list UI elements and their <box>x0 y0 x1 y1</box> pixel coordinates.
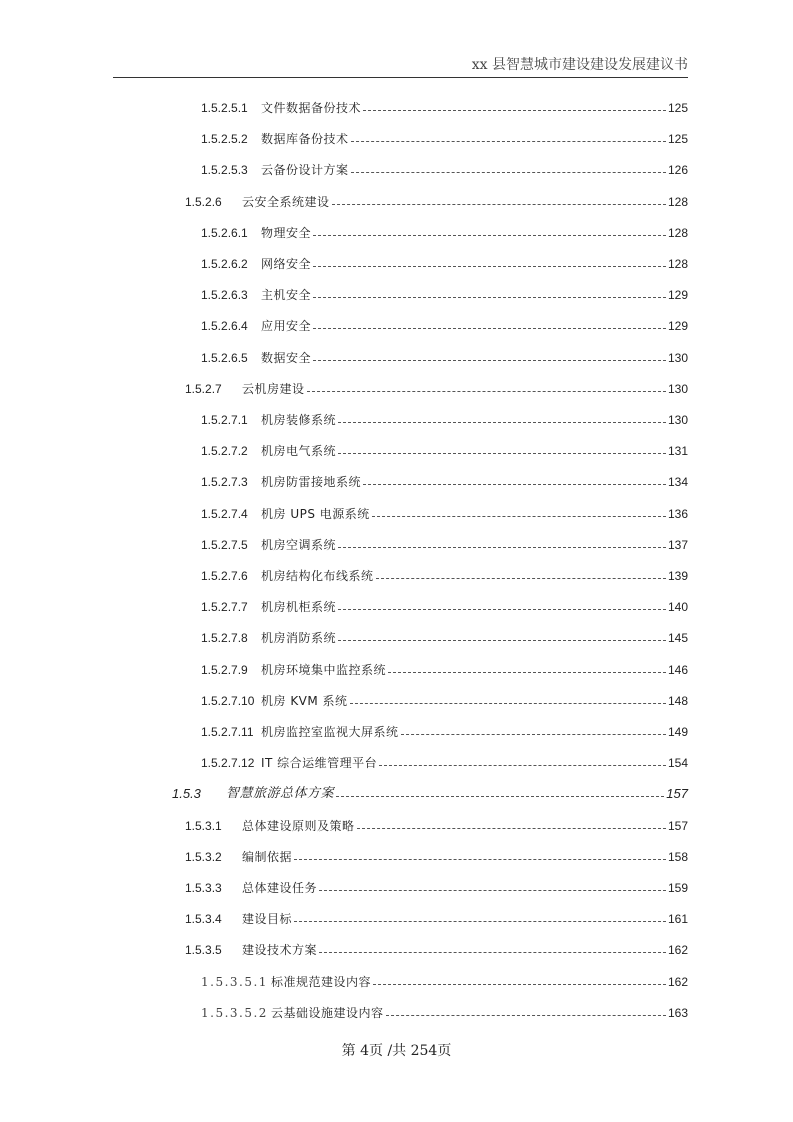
toc-entry-page: 157 <box>666 786 688 802</box>
toc-entry-title: 机房装修系统 <box>261 413 337 427</box>
toc-entry-title: 机房结构化布线系统 <box>261 569 374 583</box>
toc-entry[interactable] <box>185 845 688 865</box>
toc-entry-title: 云备份设计方案 <box>261 163 349 178</box>
toc-dot-leader <box>386 1014 666 1016</box>
toc-entry[interactable] <box>201 689 688 709</box>
toc-entry[interactable] <box>201 252 688 272</box>
toc-entry-number: 1.5.2.7.9 <box>201 662 248 677</box>
toc-entry-number: 1.5.2.7.10 <box>201 693 255 708</box>
toc-entry[interactable] <box>201 221 688 241</box>
toc-dot-leader <box>338 452 666 454</box>
toc-entry-page: 137 <box>667 537 688 552</box>
toc-entry-number: 1.5.2.7.5 <box>201 537 248 552</box>
toc-entry-page: 145 <box>667 631 688 646</box>
toc-entry[interactable] <box>185 876 688 896</box>
toc-entry-number: 1.5.2.7.6 <box>201 569 248 583</box>
page-number: 第 4页 /共 254页 <box>341 1043 452 1059</box>
toc-entry-page: 140 <box>667 600 688 615</box>
toc-dot-leader <box>363 483 666 485</box>
toc-entry-page: 148 <box>667 693 688 708</box>
toc-entry-number: 1.5.2.6.2 <box>201 257 248 271</box>
toc-entry[interactable] <box>201 751 688 771</box>
toc-entry-page: 128 <box>667 225 688 240</box>
toc-entry-number: 1.5.2.5.3 <box>201 163 248 178</box>
toc-entry-title: 机房防雷接地系统 <box>261 475 362 490</box>
toc-entry-number: 1.5.2.7.8 <box>201 631 248 646</box>
toc-entry-title: 物理安全 <box>261 225 312 240</box>
toc-entry-number: 1.5.2.7.3 <box>201 475 248 490</box>
toc-entry[interactable] <box>201 346 688 366</box>
toc-dot-leader <box>401 733 666 735</box>
toc-entry-page: 158 <box>667 849 688 864</box>
toc-dot-leader <box>338 421 666 423</box>
toc-entry-page: 130 <box>667 413 688 427</box>
toc-entry-title: 总体建设任务 <box>242 881 318 895</box>
toc-entry-title: IT 综合运维管理平台 <box>261 756 378 771</box>
toc-entry[interactable] <box>201 626 688 646</box>
toc-dot-leader <box>376 577 666 579</box>
page-header <box>113 56 688 78</box>
header-title: xx 县智慧城市建设建设发展建议书 <box>471 57 688 73</box>
toc-dot-leader <box>350 702 666 704</box>
toc-entry-page: 130 <box>667 381 688 396</box>
toc-dot-leader <box>351 171 666 173</box>
toc-entry-number: 1.5.2.7 <box>185 381 222 396</box>
toc-entry-title: 编制依据 <box>242 849 293 864</box>
toc-entry-title: 总体建设原则及策略 <box>242 818 355 833</box>
toc-entry[interactable] <box>201 595 688 615</box>
toc-entry-number: 1.5.2.7.7 <box>201 600 248 615</box>
toc-dot-leader <box>313 359 666 361</box>
toc-entry-title: 建设技术方案 <box>242 943 318 958</box>
toc-entry[interactable] <box>201 314 688 334</box>
toc-entry-number: 1.5.3.5.2 <box>201 1005 268 1020</box>
toc-entry-page: 130 <box>667 350 688 365</box>
toc-entry-page: 149 <box>667 725 688 739</box>
toc-entry[interactable] <box>185 938 688 958</box>
toc-entry-title: 云基础设施建设内容 <box>271 1005 384 1020</box>
toc-dot-leader <box>313 327 666 329</box>
toc-dot-leader <box>294 858 666 860</box>
toc-entry-page: 128 <box>667 194 688 209</box>
toc-entry-title: 机房 KVM 系统 <box>261 693 348 708</box>
toc-dot-leader <box>338 639 666 641</box>
toc-entry[interactable] <box>201 96 688 116</box>
toc-entry-number: 1.5.2.5.1 <box>201 101 248 115</box>
toc-entry-title: 智慧旅游总体方案 <box>226 786 335 802</box>
toc-entry-page: 161 <box>667 912 688 927</box>
toc-entry-page: 162 <box>667 974 688 989</box>
toc-entry-title: 数据库备份技术 <box>261 132 349 147</box>
toc-entry[interactable] <box>185 907 688 927</box>
toc-entry-page: 157 <box>667 818 688 833</box>
toc-entry[interactable] <box>201 658 688 678</box>
toc-entry-number: 1.5.2.7.11 <box>201 725 254 739</box>
toc-entry-number: 1.5.3.3 <box>185 881 222 895</box>
toc-entry[interactable] <box>201 502 688 522</box>
toc-entry-page: 154 <box>667 756 688 771</box>
toc-entry[interactable] <box>201 283 688 303</box>
toc-entry-number: 1.5.3.1 <box>185 818 222 833</box>
toc-dot-leader <box>307 390 666 392</box>
toc-entry[interactable] <box>201 439 688 459</box>
toc-dot-leader <box>319 951 666 953</box>
toc-entry-title: 机房监控室监视大屏系统 <box>261 725 399 739</box>
toc-entry-title: 标准规范建设内容 <box>271 974 372 989</box>
toc-entry-page: 159 <box>667 881 688 895</box>
toc-dot-leader <box>319 889 666 891</box>
toc-entry-title: 机房电气系统 <box>261 444 337 459</box>
toc-entry-number: 1.5.2.7.1 <box>201 413 248 427</box>
toc-dot-leader <box>336 795 664 797</box>
toc-entry-page: 162 <box>667 943 688 958</box>
toc-dot-leader <box>351 140 666 142</box>
toc-entry[interactable] <box>201 533 688 553</box>
toc-entry-number: 1.5.3.2 <box>185 849 222 864</box>
toc-entry-number: 1.5.2.6 <box>185 194 222 209</box>
toc-entry-title: 机房空调系统 <box>261 537 337 552</box>
toc-dot-leader <box>313 234 666 236</box>
page-footer <box>0 1040 793 1060</box>
toc-entry-title: 机房机柜系统 <box>261 600 337 615</box>
toc-entry[interactable] <box>201 970 688 990</box>
toc-entry-page: 125 <box>667 132 688 147</box>
toc-entry-title: 机房 UPS 电源系统 <box>261 506 370 521</box>
toc-entry-title: 数据安全 <box>261 350 312 365</box>
toc-entry-number: 1.5.2.7.4 <box>201 506 248 521</box>
toc-dot-leader <box>332 203 666 205</box>
toc-entry-page: 163 <box>667 1005 688 1020</box>
toc-entry-page: 134 <box>667 475 688 490</box>
toc-dot-leader <box>294 920 666 922</box>
toc-entry-title: 云机房建设 <box>242 381 305 396</box>
toc-entry-page: 125 <box>667 101 688 115</box>
toc-entry-number: 1.5.2.6.4 <box>201 319 248 334</box>
toc-entry[interactable] <box>201 564 688 584</box>
toc-entry-title: 机房环境集中监控系统 <box>261 662 387 677</box>
toc-dot-leader <box>363 109 666 111</box>
toc-entry[interactable] <box>201 1001 688 1021</box>
toc-entry-title: 文件数据备份技术 <box>261 101 362 115</box>
toc-entry-number: 1.5.2.6.5 <box>201 350 248 365</box>
toc-entry-number: 1.5.3.5.1 <box>201 974 268 989</box>
toc-entry-number: 1.5.3.4 <box>185 912 222 927</box>
toc-entry[interactable] <box>201 720 688 740</box>
toc-entry[interactable] <box>185 377 688 397</box>
toc-entry-page: 139 <box>667 569 688 583</box>
toc-entry-page: 131 <box>667 444 688 459</box>
toc-dot-leader <box>373 983 666 985</box>
toc-entry-number: 1.5.3 <box>172 786 201 802</box>
toc-entry-number: 1.5.2.6.3 <box>201 288 248 303</box>
toc-entry[interactable] <box>185 190 688 210</box>
toc-entry[interactable] <box>201 408 688 428</box>
toc-entry-page: 136 <box>667 506 688 521</box>
toc-entry-number: 1.5.2.5.2 <box>201 132 248 147</box>
toc-entry[interactable] <box>201 127 688 147</box>
toc-dot-leader <box>388 671 666 673</box>
toc-entry[interactable] <box>201 470 688 490</box>
toc-entry-title: 应用安全 <box>261 319 312 334</box>
toc-entry-number: 1.5.2.7.12 <box>201 756 255 771</box>
toc-entry-title: 网络安全 <box>261 257 312 271</box>
toc-entry[interactable] <box>185 814 688 834</box>
toc-entry-number: 1.5.3.5 <box>185 943 222 958</box>
toc-entry[interactable] <box>172 782 688 802</box>
toc-dot-leader <box>338 546 666 548</box>
toc-entry-title: 云安全系统建设 <box>242 194 330 209</box>
toc-entry-number: 1.5.2.6.1 <box>201 225 248 240</box>
toc-entry-page: 126 <box>667 163 688 178</box>
toc-dot-leader <box>372 515 666 517</box>
toc-entry-page: 128 <box>667 257 688 271</box>
toc-dot-leader <box>313 265 666 267</box>
toc-dot-leader <box>313 296 666 298</box>
toc-entry-title: 建设目标 <box>242 912 293 927</box>
toc-entry-title: 主机安全 <box>261 288 312 303</box>
toc-entry-page: 146 <box>667 662 688 677</box>
toc-dot-leader <box>379 764 666 766</box>
toc-dot-leader <box>338 608 666 610</box>
toc-dot-leader <box>357 827 666 829</box>
toc-entry[interactable] <box>201 158 688 178</box>
toc-entry-page: 129 <box>667 319 688 334</box>
toc-entry-page: 129 <box>667 288 688 303</box>
toc-entry-number: 1.5.2.7.2 <box>201 444 248 459</box>
toc-entry-title: 机房消防系统 <box>261 631 337 646</box>
